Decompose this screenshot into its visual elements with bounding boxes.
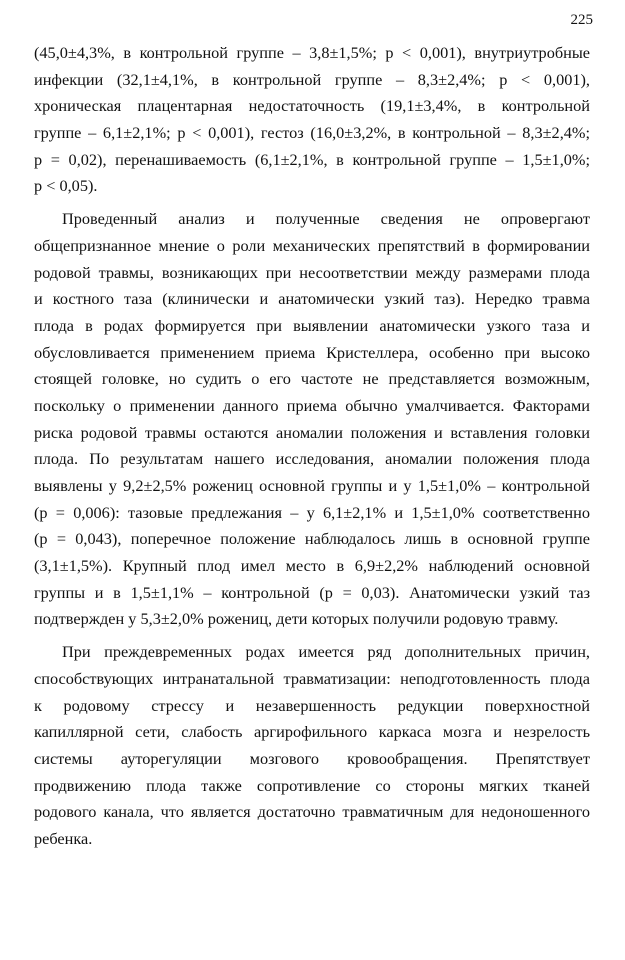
document-body bbox=[34, 40, 590, 853]
text-line: поскольку о применении данного приема обычно умалчивается. Факторами bbox=[34, 395, 590, 415]
text-line: способствующих интранатальной травматизации: неподготовленность плода bbox=[34, 668, 590, 688]
text-line: инфекции (32,1±4,1%, в контрольной группе – 8,3±2,4%; р < 0,001), bbox=[34, 69, 590, 89]
text-line: продвижению плода также сопротивление со стороны мягких тканей bbox=[34, 775, 590, 795]
text-line: к родовому стрессу и незавершенность редукции поверхностной bbox=[34, 695, 590, 715]
paragraph-3 bbox=[34, 639, 590, 853]
text-line: группе – 6,1±2,1%; р < 0,001), гестоз (16,0±3,2%, в контрольной – 8,3±2,4%; bbox=[34, 123, 590, 143]
text-line: системы ауторегуляции мозгового кровообращения. Препятствует bbox=[34, 748, 590, 768]
text-line: Проведенный анализ и полученные сведения не опровергают bbox=[62, 209, 590, 229]
paragraph-2 bbox=[34, 206, 590, 633]
text-line: риска родовой травмы остаются аномалии положения и вставления головки bbox=[34, 422, 590, 442]
page-number: 225 bbox=[570, 12, 593, 28]
text-line: р = 0,02), перенашиваемость (6,1±2,1%, в контрольной группе – 1,5±1,0%; bbox=[34, 149, 590, 169]
text-line: общепризнанное мнение о роли механических препятствий в формировании bbox=[34, 235, 590, 255]
text-line: (р = 0,043), поперечное положение наблюдалось лишь в основной группе bbox=[34, 529, 590, 549]
text-line: выявлены у 9,2±2,5% рожениц основной группы и у 1,5±1,0% – контрольной bbox=[34, 476, 590, 495]
text-line: При преждевременных родах имеется ряд дополнительных причин, bbox=[62, 642, 590, 662]
text-line: группы и в 1,5±1,1% – контрольной (р = 0,03). Анатомически узкий таз bbox=[34, 582, 590, 602]
text-line: р < 0,05). bbox=[34, 176, 98, 196]
text-line: плода. По результатам нашего исследования, аномалии положения плода bbox=[34, 449, 590, 469]
text-line: (45,0±4,3%, в контрольной группе – 3,8±1,5%; р < 0,001), внутриутробные bbox=[34, 43, 590, 62]
text-line: стоящей головке, но судить о его частоте не представляется возможным, bbox=[34, 369, 590, 389]
text-line: (р = 0,006): тазовые предлежания – у 6,1±2,1% и 1,5±1,0% соответственно bbox=[34, 502, 590, 522]
text-line: родовой травмы, возникающих при несоответствии между размерами плода bbox=[34, 262, 590, 282]
text-line: (3,1±1,5%). Крупный плод имел место в 6,9±2,2% наблюдений основной bbox=[34, 556, 590, 576]
text-line: ребенка. bbox=[34, 828, 93, 848]
text-line: родового канала, что является достаточно травматичным для недоношенного bbox=[34, 802, 590, 822]
text-line: и костного таза (клинически и анатомически узкий таз). Нередко травма bbox=[34, 289, 590, 309]
text-line: обусловливается применением приема Кристеллера, особенно при высоко bbox=[34, 342, 590, 362]
paragraph-1 bbox=[34, 40, 590, 200]
text-line: подтвержден у 5,3±2,0% рожениц, дети которых получили родовую травму. bbox=[34, 609, 559, 629]
text-line: хроническая плацентарная недостаточность (19,1±3,4%, в контрольной bbox=[34, 96, 590, 116]
text-line: плода в родах формируется при выявлении анатомически узкого таза и bbox=[34, 315, 590, 335]
text-line: капиллярной сети, слабость аргирофильного каркаса мозга и незрелость bbox=[34, 722, 590, 742]
